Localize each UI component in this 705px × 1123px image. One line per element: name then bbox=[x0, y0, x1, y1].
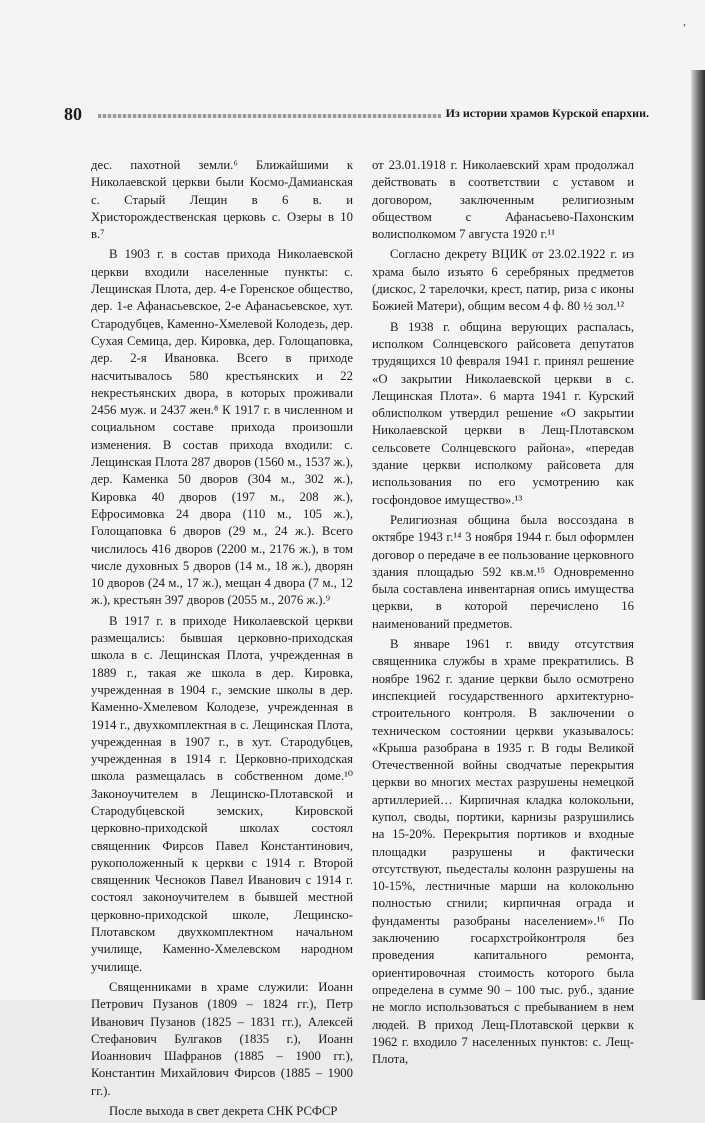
paragraph: В январе 1961 г. ввиду отсутствия священника службы в храме прекратились. В ноябре 1962 г. здание церкви было осмотрено инспекцией государственного архитектурно-строительного контроля. В заключении о техническом состоянии церкви указывалось: «Крыша разобрана в 1935 г. В годы Великой Отечественной войны сводчатые перекрытия церкви во многих местах разрушены немецкой артиллерией… Кирпичная кладка колокольни, купол, своды, портики, карнизы разрушились на 15-20%. Перекрытия портиков и входные площадки разрушены и фактически отсутствуют, пьедесталы колонн разрушены на 10-15%, лестничные марши на колокольню полностью сгнили; кирпичная ограда и фундаменты разобраны населением».¹⁶ По заключению госархстройконтроля без проведения капитального ремонта, ориентировочная стоимость которого была определена в сумме 90 – 100 тыс. руб., здание не могло использоваться с пребыванием в нем людей. В приход Лещ-Плотавской церкви к 1962 г. входило 7 населенных пунктов: с. Лещ-Плота, bbox=[372, 637, 634, 1067]
binding-shadow bbox=[691, 70, 705, 1000]
left-column bbox=[91, 157, 353, 1123]
paragraph: Священниками в храме служили: Иоанн Петрович Пузанов (1809 – 1824 гг.), Петр Иванович Пузанов (1825 – 1831 гг.), Алексей Стефанович Булгаков (1835 г.), Иоанн Иоаннович Шафранов (1885 – 1900 гг.), Константин Михайлович Фирсов (1885 – 1900 гг.). bbox=[91, 979, 353, 1098]
paragraph: После выхода в свет декрета СНК РСФСР bbox=[109, 1104, 338, 1119]
paragraph: В 1938 г. община верующих распалась, исполком Солнцевского райсовета депутатов трудящихся 10 февраля 1941 г. принял решение «О закрытии Николаевской церкви в с. Лещинская Плота». 6 марта 1941 г. Курский облисполком утвердил решение «О закрытии Николаевской церкви в Лещ-Плотавском сельсовете Солнцевского района», «передав здание церкви исполкому райсовета для использования по его усмотрению как госфондовое имущество».¹³ bbox=[372, 319, 634, 507]
running-title: Из истории храмов Курской епархии. bbox=[445, 106, 649, 120]
paragraph: дес. пахотной земли.⁶ Ближайшими к Николаевской церкви были Космо-Дамианская с. Старый Лещин в 6 в. и Христорождественская церковь с. Озеры в 10 в.⁷ bbox=[91, 158, 353, 242]
page-number: 80 bbox=[64, 104, 82, 124]
paragraph: В 1903 г. в состав прихода Николаевской церкви входили населенные пункты: с. Лещинская Плота, дер. 4-е Горенское общество, дер. 1-е Афанасьевское, 2-е Афанасьевское, хут. Стародубцев, Каменно-Хмелевой Колодезь, дер. Сухая Семица, дер. Кировка, дер. Голощаповка, дер. 2-я Ивановка. Всего в приходе насчитывалось 580 крестьянских и 22 некрестьянских двора, в которых проживали 2456 муж. и 2437 жен.⁸ К 1917 г. в численном и социальном составе прихода произошли изменения. В состав прихода входили: с. Лещинская Плота 287 дворов (1560 м., 1537 ж.), дер. Каменка 50 дворов (304 м., 302 ж.), Кировка 40 дворов (197 м., 208 ж.), Ефросимовка 24 двора (110 м., 105 ж.), Голощаповка 6 дворов (29 м., 24 ж.). Всего числилось 416 дворов (2200 м., 2176 ж.), в том числе духовных 5 дворов (14 м., 18 ж.), дворян 10 дворов (24 м., 17 ж.), мещан 4 двора (7 м., 12 ж.), крестьян 397 дворов (2055 м., 2076 ж.).⁹ bbox=[91, 247, 353, 608]
header-rule bbox=[98, 114, 441, 118]
right-column bbox=[372, 157, 634, 1071]
paragraph: В 1917 г. в приходе Николаевской церкви размещались: бывшая церковно-приходская школа в с. Лещинская Плота, учрежденная в 1889 г., такая же школа в дер. Кировка, учрежденная в 1904 г., земские школы в дер. Каменно-Хмелевом Колодезе, учрежденная в 1914 г., двухкомплектная в с. Лещинская Плота, учрежденная в 1907 г., в хут. Стародубцев, учрежденная в 1914 г. Церковно-приходская школа размещалась в собственном доме.¹⁰ Законоучителем в Лещинско-Плотавской и Стародубцевской земских, Кировской церковно-приходской школах состоял священник Фирсов Павел Константинович, рукоположенный к церкви с 1914 г. Второй священник Чесноков Павел Иванович с 1914 г. состоял законоучителем в бывшей местной церковно-приходской школе, Лещинско-Плотавском двухкомплектном начальном училище, Каменно-Хмелевском народном училище. bbox=[91, 613, 353, 974]
paragraph: от 23.01.1918 г. Николаевский храм продолжал действовать в соответствии с уставом и договором, заключенным религиозным обществом с Афанасьево-Пахонским волисполкомом 7 августа 1920 г.¹¹ bbox=[372, 158, 634, 242]
corner-mark: , bbox=[683, 14, 686, 28]
page-header bbox=[64, 104, 649, 128]
paragraph: Религиозная община была воссоздана в октябре 1943 г.¹⁴ 3 ноября 1944 г. был оформлен договор о передаче в ее пользование церковного здания площадью 592 кв.м.¹⁵ Одновременно была составлена инвентарная опись имущества церкви, в которой перечислено 16 наименований предметов. bbox=[372, 512, 634, 631]
paragraph: Согласно декрету ВЦИК от 23.02.1922 г. из храма было изъято 6 серебряных предметов (дискос, 2 тарелочки, крест, патир, риза с иконы Божией Матери), общим весом 4 ф. 80 ½ зол.¹² bbox=[372, 247, 634, 314]
